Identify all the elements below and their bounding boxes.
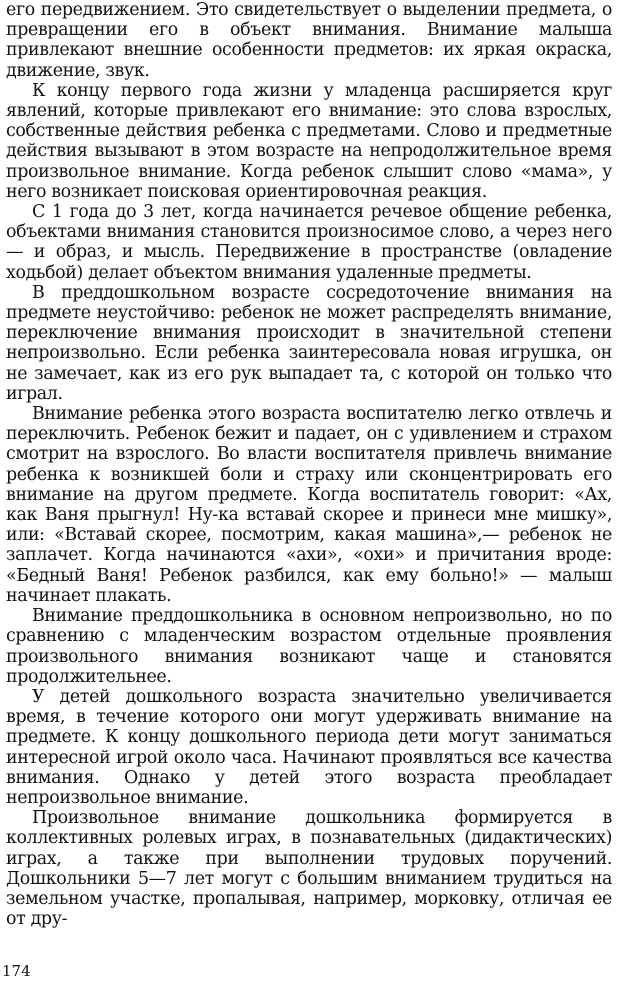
document-page: [6, 0, 612, 929]
paragraph-4: В преддошкольном возрасте сосредоточение внимания на предмете неустойчиво: ребенок не может распределять внимание, переключение внимания происходит в значительной степени непроизвольно. Если ребенка заинтересовала новая игрушка, он не замечает, как из его рук выпадает та, с которой он только что играл.: [6, 282, 612, 404]
paragraph-7: У детей дошкольного возраста значительно увеличивается время, в течение которого они могут удерживать внимание на предмете. К концу дошкольного периода дети могут заниматься интересной игрой около часа. Начинают проявляться все качества внимания. Однако у детей этого возраста преобладает непроизвольное внимание.: [6, 686, 612, 808]
paragraph-2: К концу первого года жизни у младенца расширяется круг явлений, которые привлекают его внимание: это слова взрослых, собственные действия ребенка с предметами. Слово и предметные действия вызывают в этом возрасте на непродолжительное время произвольное внимание. Когда ребенок слышит слово «мама», у него возникает поисковая ориентировочная реакция.: [6, 80, 612, 202]
paragraph-8: Произвольное внимание дошкольника формируется в коллективных ролевых играх, в познавательных (дидактических) играх, а также при выполнении трудовых поручений. Дошкольники 5—7 лет могут с большим вниманием трудиться на земельном участке, пропалывая, например, морковку, отличая ее от дру-: [6, 808, 612, 930]
paragraph-6: Внимание преддошкольника в основном непроизвольно, но по сравнению с младенческим возрастом отдельные проявления произвольного внимания возникают чаще и становятся продолжительнее.: [6, 606, 612, 687]
paragraph-5: Внимание ребенка этого возраста воспитателю легко отвлечь и переключить. Ребенок бежит и падает, он с удивлением и страхом смотрит на взрослого. Во власти воспитателя привлечь внимание ребенка к возникшей боли и страху или сконцентрировать его внимание на другом предмете. Когда воспитатель говорит: «Ах, как Ваня прыгнул! Ну-ка вставай скорее и принеси мне мишку», или: «Вставай скорее, посмотрим, какая машина»,— ребенок не заплачет. Когда начинаются «ахи», «охи» и причитания вроде: «Бедный Ваня! Ребенок разбился, как ему больно!» — малыш начинает плакать.: [6, 404, 612, 606]
page-number: 174: [2, 962, 31, 980]
paragraph-3: С 1 года до 3 лет, когда начинается речевое общение ребенка, объектами внимания становится произносимое слово, а через него — и образ, и мысль. Передвижение в пространстве (овладение ходьбой) делает объектом внимания удаленные предметы.: [6, 202, 612, 283]
paragraph-1: его передвижением. Это свидетельствует о выделении предмета, о превращении его в объект внимания. Внимание малыша привлекают внешние особенности предметов: их яркая окраска, движение, звук.: [6, 0, 612, 81]
